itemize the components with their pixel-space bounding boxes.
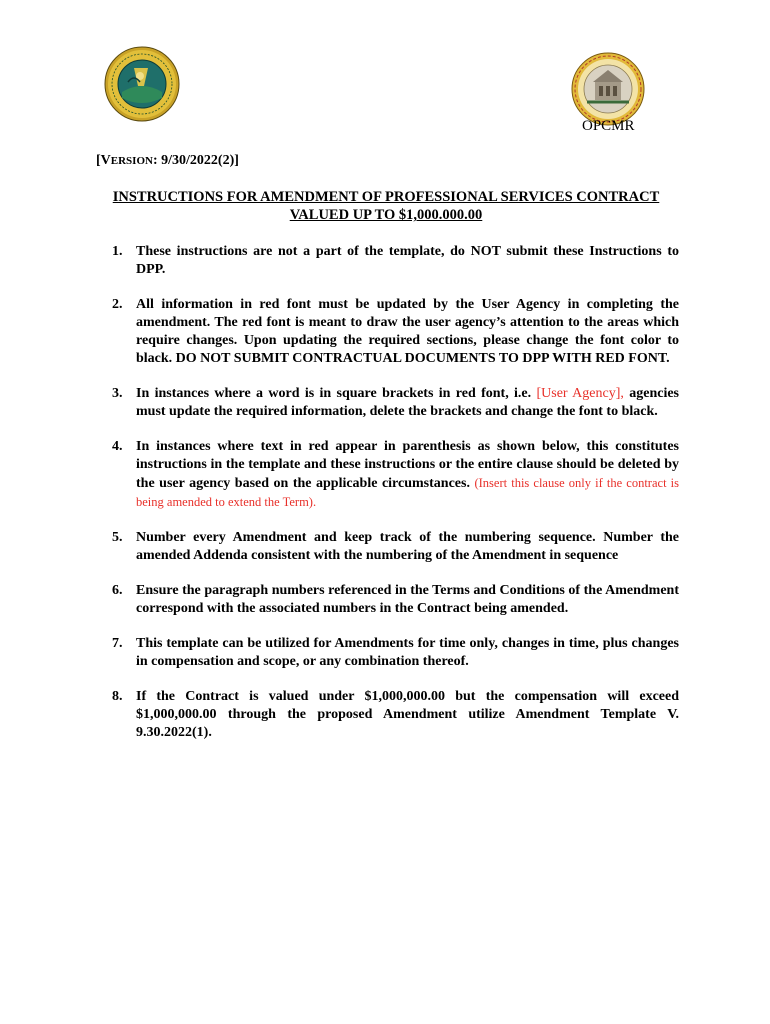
instruction-text: Ensure the paragraph numbers referenced in the Terms and Conditions of the Amendment correspond with the associated numbers in the Contract being amended. (136, 583, 679, 616)
document-title (96, 188, 676, 224)
instruction-text: If the Contract is valued under $1,000,000.00 but the compensation will exceed $1,000,000.00 through the proposed Amendment utilize Amendment Template V. 9.30.2022(1). (136, 689, 679, 740)
instruction-text: In instances where text in red appear in parenthesis as shown below, this constitutes instructions in the template and these instructions or the entire clause should be deleted by the user agency based on the applicable circumstances. (136, 439, 679, 491)
instruction-text: All information in red font must be updated by the User Agency in completing the amendment. The red font is meant to draw the user agency’s attention to the areas which require changes. Upon updating the required sections, please change the font color to black. DO NOT SUBMIT CONTRACTUAL DOCUMENTS TO DPP WITH RED FONT. (136, 297, 679, 366)
instruction-text: In instances where a word is in square brackets in red font, i.e. (136, 386, 537, 401)
instructions-list (112, 243, 679, 742)
instruction-item-8: 8. If the Contract is valued under $1,000,000.00 but the compensation will exceed $1,000,000.00 through the proposed Amendment utilize Amendment Template V. 9.30.2022(1). (112, 689, 679, 740)
version-label: [VERSION: 9/30/2022(2)] (96, 153, 239, 168)
instruction-item-2: 2. All information in red font must be updated by the User Agency in completing the amendment. The red font is meant to draw the user agency’s attention to the areas which require changes. Upon updating the required sections, please change the font color to black. DO NOT SUBMIT CONTRACTUAL DOCUMENTS TO DPP WITH RED FONT. (112, 297, 679, 366)
title-line-2: VALUED UP TO $1,000.000.00 (289, 207, 483, 223)
instruction-item-3: 3. In instances where a word is in square brackets in red font, i.e. [User Agency], agencies must update the required information, delete the brackets and change the font to black. (112, 386, 679, 419)
instruction-item-6: 6. Ensure the paragraph numbers referenced in the Terms and Conditions of the Amendment correspond with the associated numbers in the Contract being amended. (112, 583, 679, 616)
department-of-parks-and-recreation-seal-icon (104, 46, 180, 122)
instruction-text: agencies must update the required information, delete the brackets and change the font to black. (136, 386, 679, 419)
red-example-text: [User Agency], (536, 386, 624, 401)
department-of-property-and-procurement-seal-icon (571, 52, 645, 126)
red-example-text: (Insert this clause only if the contract is being amended to extend the Term). (136, 476, 680, 509)
instruction-text: These instructions are not a part of the template, do NOT submit these Instructions to DPP. (136, 244, 679, 277)
instruction-text: Number every Amendment and keep track of the numbering sequence. Number the amended Addenda consistent with the numbering of the Amendment in sequence (136, 530, 679, 563)
instruction-item-4: 4. In instances where text in red appear in parenthesis as shown below, this constitutes instructions in the template and these instructions or the entire clause should be deleted by the user agency based on the applicable circumstances. (Insert this clause only if the contract is being amended to extend the Term). (112, 439, 680, 509)
title-line-1: INSTRUCTIONS FOR AMENDMENT OF PROFESSIONAL SERVICES CONTRACT (112, 189, 660, 205)
instruction-item-1: 1. These instructions are not a part of the template, do NOT submit these Instructions to DPP. (112, 244, 679, 277)
office-code: OPCMR (582, 118, 635, 134)
instruction-text: This template can be utilized for Amendments for time only, changes in time, plus changes in compensation and scope, or any combination thereof. (136, 636, 679, 669)
instruction-item-7: 7. This template can be utilized for Amendments for time only, changes in time, plus changes in compensation and scope, or any combination thereof. (112, 636, 679, 669)
instruction-item-5: 5. Number every Amendment and keep track of the numbering sequence. Number the amended Addenda consistent with the numbering of the Amendment in sequence (112, 530, 679, 563)
